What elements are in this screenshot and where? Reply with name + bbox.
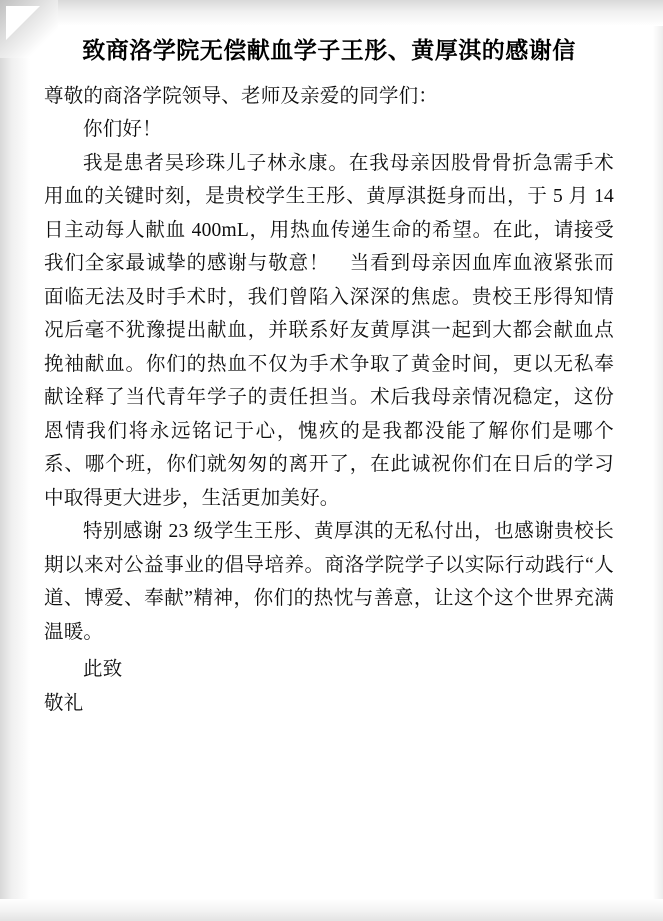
letter-closing-line-2: 敬礼 [44,692,84,714]
scan-edge-shadow-top [0,0,663,26]
scan-edge-shadow-left [0,0,30,921]
letter-body [44,34,614,720]
scan-edge-shadow-right [653,0,663,921]
letter-salutation: 尊敬的商洛学院领导、老师及亲爱的同学们： [44,86,439,107]
letter-greeting: 你们好！ [83,119,162,140]
scan-corner-fold-highlight [6,6,40,40]
scan-edge-shadow-bottom [0,899,663,921]
letter-closing-line-1: 此致 [83,659,123,680]
letter-paragraph-2: 特别感谢 23 级学生王彤、黄厚淇的无私付出，也感谢贵校长期以来对公益事业的倡导培养。商洛学院学子以实际行动践行“人道、博爱、奉献”精神，你们的热忱与善意，让这个这个世界充满温暖。 [44,521,614,643]
page-title: 致商洛学院无偿献血学子王彤、黄厚淇的感谢信 [82,38,576,63]
letter-paragraph-1: 我是患者吴珍珠儿子林永康。在我母亲因股骨骨折急需手术用血的关键时刻，是贵校学生王彤、黄厚淇挺身而出，于 5 月 14 日主动每人献血 400mL，用热血传递生命的希望。在此，请接受我们全家最诚挚的感谢与敬意！ 当看到母亲因血库血液紧张而面临无法及时手术时，我们曾陷入深深的焦虑。贵校王彤得知情况后毫不犹豫提出献血，并联系好友黄厚淇一起到大都会献血点挽袖献血。你们的热血不仅为手术争取了黄金时间，更以无私奉献诠释了当代青年学子的责任担当。术后我母亲情况稳定，这份恩情我们将永远铭记于心，愧疚的是我都没能了解你们是哪个系、哪个班，你们就匆匆的离开了，在此诚祝你们在日后的学习中取得更大进步，生活更加美好。 [44,152,614,509]
